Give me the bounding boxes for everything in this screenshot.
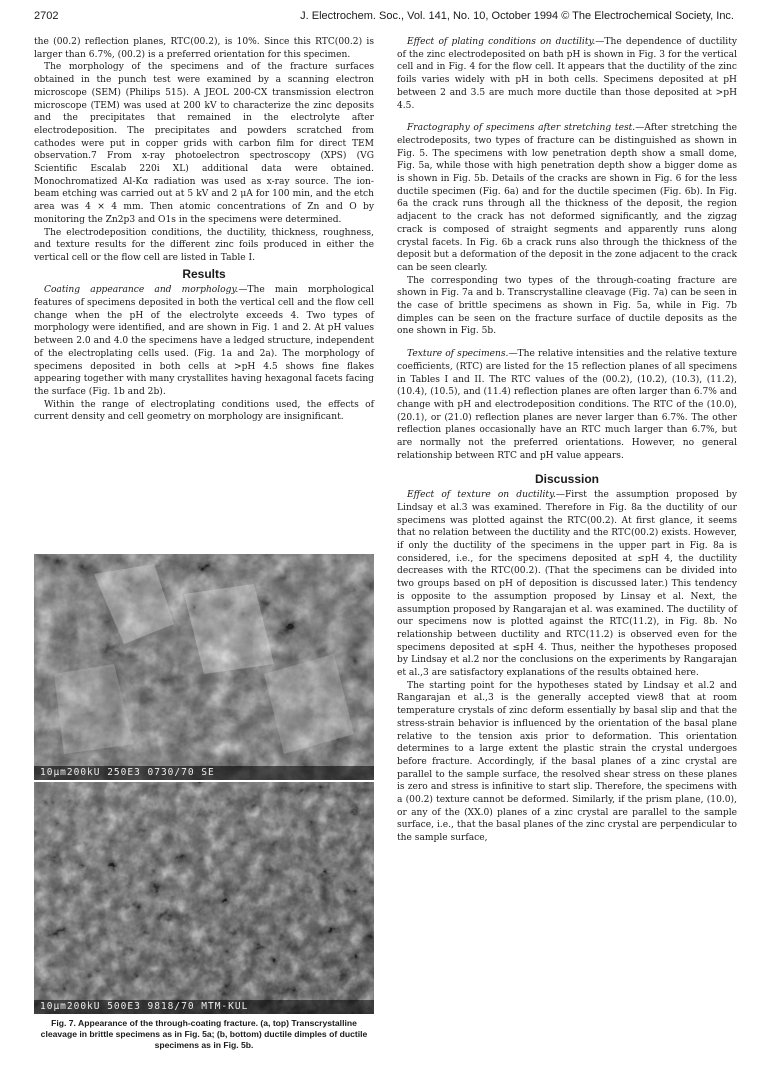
sem-databar-top: 10μm200kU 250E3 0730/70 SE (34, 766, 374, 780)
figure-7 (34, 554, 374, 1014)
left-column (34, 36, 374, 424)
subsection-title: Fractography of specimens after stretching test. (407, 123, 636, 134)
paragraph: Texture of specimens.—The relative intensities and the relative texture coefficients, (RTC) are listed for the 15 reflection planes of all specimens in Tables I and II. The RTC values of the (00.2), (10.2), (10.3), (11.2), (10.4), (10.5), and (11.4) reflection planes are often larger than 6.7% and change with pH and electrodeposition conditions. The RTC of the (10.0), (20.1), or (21.0) reflection planes are never larger than 6.7%. The other reflection planes occasionally have an RTC much larger than 6.7%, but are normally not the preferred orientations. However, no general relationship between RTC and pH value appears. (397, 349, 737, 461)
paragraph: The morphology of the specimens and of the fracture surfaces obtained in the punch test were examined by a scanning electron microscope (SEM) (Philips 515). A JEOL 200-CX transmission electron microscope (TEM) was used at 200 kV to characterize the zinc deposits and the precipitates that remained in the electrolyte after electrodeposition. The precipitates and powders scratched from cathodes were put in copper grids with carbon film for direct TEM observation.7 From x-ray photoelectron spectroscopy (XPS) (VG Scientific Escalab 220i XL) additional data were obtained. Monochromatized Al-Kα radiation was used as x-ray source. The ion-beam etching was carried out at 5 kV and 2 μA for 100 min, and the etch area was 4 × 4 mm. Then atomic concentrations of Zn and O by monitoring the Zn2p3 and O1s in the specimens were determined. (34, 62, 374, 225)
page-header (34, 10, 734, 24)
paragraph: Effect of texture on ductility.—First the assumption proposed by Lindsay et al.3 was examined. Therefore in Fig. 8a the ductility of our specimens was plotted against the RTC(00.2). At first glance, it seems that no relation between the ductility and the RTC(00.2) exists. However, if only the ductility of the specimens in the upper part in Fig. 8a is considered, i.e., for the specimens deposited at ≤pH 4, the ductility decreases with the RTC(00.2). (That the specimens can be divided into two groups based on pH of deposition is discussed later.) This tendency is opposite to the assumption proposed by Linsay et al. Next, the assumption proposed by Rangarajan et al. was examined. The ductility of our specimens now is plotted against the RTC(11.2), in Fig. 8b. No relationship between ductility and RTC(11.2) is observed even for the specimens deposited at ≤pH 4. Thus, neither the hypotheses proposed by Lindsay et al.2 nor the conclusions on the experiments by Rangarajan et al.,3 are satisfactory explanations of the results obtained here. (397, 490, 737, 679)
right-column (397, 36, 737, 845)
sem-micrograph-top (34, 554, 374, 780)
subsection-title: Texture of specimens. (407, 349, 509, 360)
subsection-title: Coating appearance and morphology. (44, 285, 239, 296)
paragraph: The electrodeposition conditions, the ductility, thickness, roughness, and texture results for the different zinc foils produced in either the vertical cell or the flow cell are listed in Table I. (34, 227, 374, 263)
sem-micrograph-bottom (34, 782, 374, 1014)
journal-citation: J. Electrochem. Soc., Vol. 141, No. 10, October 1994 © The Electrochemical Society, Inc. (300, 10, 734, 22)
section-heading-discussion: Discussion (534, 471, 600, 486)
paragraph: Effect of plating conditions on ductility.—The dependence of ductility of the zinc electrodeposited on bath pH is shown in Fig. 3 for the vertical cell and in Fig. 4 for the flow cell. It appears that the ductility of the zinc foils varies widely with pH in both cells. Specimens deposited at pH between 2 and 3.5 are much more ductile than those deposited at >pH 4.5. (397, 37, 737, 111)
paragraph: Coating appearance and morphology.—The main morphological features of specimens deposited in both the vertical cell and the flow cell change when the pH of the electrolyte exceeds 4. Two types of morphology were identified, and are shown in Fig. 1 and 2. At pH values between 2.0 and 4.0 the specimens have a ledged structure, independent of the electroplating cells used. (Fig. 1a and 2a). The morphology of specimens deposited in both cells at >pH 4.5 shows fine flakes appearing together with many crystallites having hexagonal facets facing the surface (Fig. 1b and 2b). (34, 285, 374, 397)
figure-caption: Fig. 7. Appearance of the through-coating fracture. (a, top) Transcrystalline cleavage in brittle specimens as in Fig. 5a; (b, bottom) ductile dimples of ductile specimens as in Fig. 5b. (40, 1018, 368, 1050)
page-number: 2702 (34, 10, 59, 22)
paragraph: the (00.2) reflection planes, RTC(00.2), is 10%. Since this RTC(00.2) is larger than 6.7%, (00.2) is a preferred orientation for this specimen. (34, 37, 374, 60)
subsection-title: Effect of plating conditions on ductility. (407, 37, 596, 47)
paragraph: Within the range of electroplating conditions used, the effects of current density and cell geometry on morphology are insignificant. (34, 399, 374, 423)
sem-databar-bottom: 10μm200kU 500E3 9818/70 MTM-KUL (34, 1000, 374, 1014)
paragraph: Fractography of specimens after stretching test.—After stretching the electrodeposits, two types of fracture can be distinguished as shown in Fig. 5. The specimens with low penetration depth show a small dome, Fig. 5a, while those with high penetration depth show a bigger dome as is shown in Fig. 5b. Details of the cracks are shown in Fig. 6 for the less ductile specimen (Fig. 6a) and for the ductile specimen (Fig. 6b). In Fig. 6a the crack runs through all the thickness of the deposit, the region adjacent to the crack has not deformed significantly, and the zigzag crack is composed of straight segments and apparently runs along crystal facets. In Fig. 6b a crack runs also through the thickness of the deposit but a deformation of the deposit in the zone adjacent to the crack can be seen clearly. (397, 123, 737, 273)
paragraph: The corresponding two types of the through-coating fracture are shown in Fig. 7a and b. Transcrystalline cleavage (Fig. 7a) can be seen in the case of brittle specimens as shown in Fig. 5a, while in Fig. 7b dimples can be seen on the fracture surface of ductile deposits as the one shown in Fig. 5b. (397, 275, 737, 337)
subsection-title: Effect of texture on ductility. (407, 490, 556, 501)
section-heading-results: Results (182, 266, 226, 281)
paragraph: The starting point for the hypotheses stated by Lindsay et al.2 and Rangarajan et al.,3 is the generally accepted view8 that at room temperature crystals of zinc deform essentially by basal slip and that the stress-strain behavior is influenced by the orientation of the basal plane relative to the tension axis prior to deformation. This orientation determines to a large extent the plastic strain the crystal undergoes before fracture. Accordingly, if the basal planes of a zinc crystal are parallel to the sample surface, the resolved shear stress on these planes is zero and stress is infinitive to start slip. Therefore, the specimens with a (00.2) texture cannot be deformed. Similarly, if the prism plane, (10.0), or any of the (XX.0) planes of a zinc crystal are parallel to the sample surface, i.e., that the basal planes of the zinc crystal are perpendicular to the sample surface, (397, 680, 737, 844)
